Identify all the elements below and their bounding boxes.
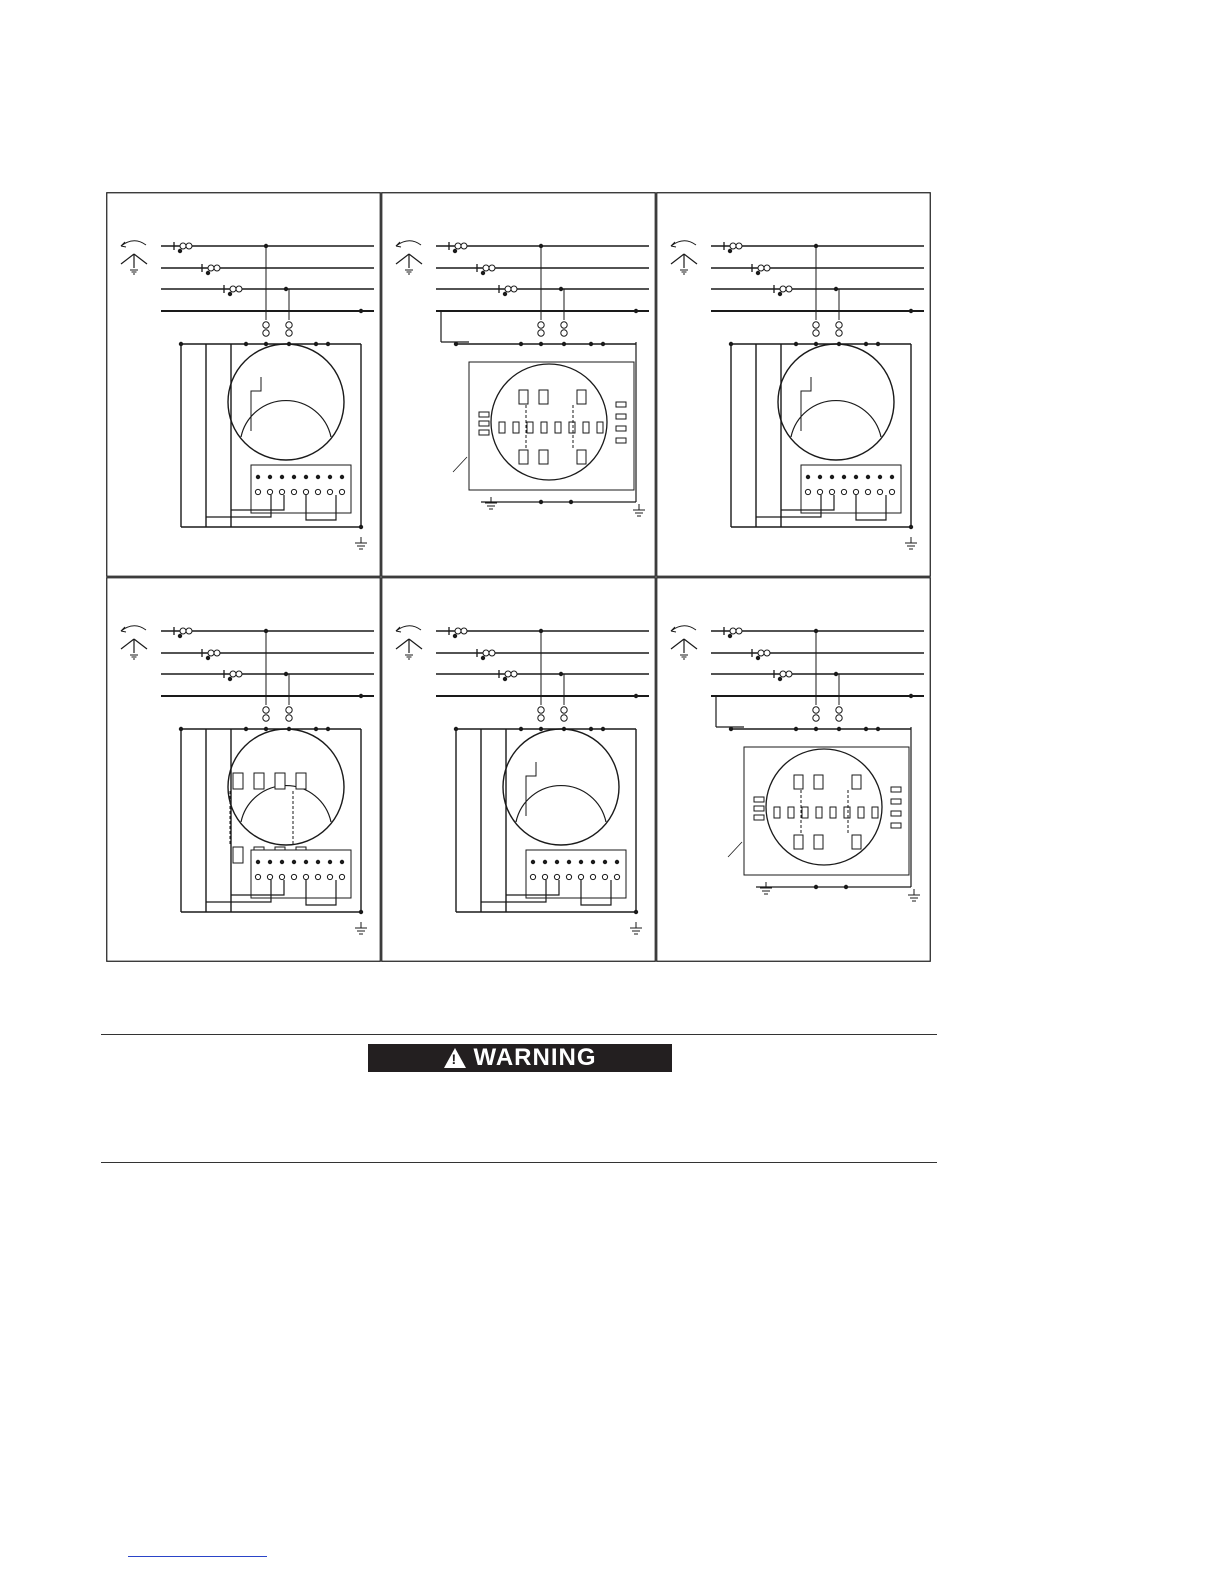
voltage-transformer-icon [260,322,269,336]
phase-rotation-icon [121,626,147,659]
voltage-transformer-icon [833,322,842,336]
current-transformer-icon [505,671,517,677]
voltage-transformer-icon [810,707,819,721]
current-transformer-icon [730,243,742,249]
panel-frame [107,193,381,577]
warning-banner [368,1044,672,1072]
diagram-switchboard [396,241,649,516]
diagram-socket [396,626,649,934]
phase-rotation-icon [396,241,422,274]
current-transformer-icon [483,265,495,271]
current-transformer-icon [730,628,742,634]
wiring-diagram-panel-1 [106,192,381,577]
current-transformer-icon [180,243,192,249]
ground-icon [633,504,645,516]
voltage-transformer-icon [810,322,819,336]
ground-icon [908,889,920,901]
wiring-diagram-panel-6 [656,577,931,962]
diagram-socket [121,241,374,549]
current-transformer-icon [758,650,770,656]
current-transformer-icon [230,286,242,292]
voltage-transformer-icon [535,322,544,336]
voltage-transformer-icon [833,707,842,721]
warning-label: WARNING [473,1044,597,1071]
ground-icon [485,497,497,509]
diagram-socket [671,241,924,549]
diagram-socket-elements [121,626,374,934]
current-transformer-icon [208,650,220,656]
current-transformer-icon [455,243,467,249]
current-transformer-icon [780,671,792,677]
wiring-diagram-panel-3 [656,192,931,577]
warning-top-rule [101,1034,937,1035]
ground-icon [760,882,772,894]
phase-rotation-icon [396,626,422,659]
phase-rotation-icon [671,241,697,274]
current-transformer-icon [505,286,517,292]
current-transformer-icon [208,265,220,271]
current-transformer-icon [230,671,242,677]
ground-icon [905,537,917,549]
wiring-diagram-grid [106,192,931,962]
panel-frame [107,578,381,962]
current-transformer-icon [758,265,770,271]
phase-rotation-icon [671,626,697,659]
current-transformer-icon [455,628,467,634]
meter-socket-ring [228,344,344,460]
current-transformer-icon [780,286,792,292]
voltage-transformer-icon [283,322,292,336]
ground-icon [355,537,367,549]
panel-frame [657,193,931,577]
meter-socket-ring [503,729,619,845]
diagram-switchboard [671,626,924,901]
meter-socket-ring [228,729,344,845]
warning-triangle-icon: ! [444,1048,466,1068]
warning-bottom-rule [101,1162,937,1163]
footer-link-underline [128,1556,267,1557]
wiring-diagram-panel-2 [381,192,656,577]
current-transformer-icon [483,650,495,656]
current-transformer-icon [180,628,192,634]
voltage-transformer-icon [535,707,544,721]
voltage-transformer-icon [283,707,292,721]
panel-frame [382,578,656,962]
voltage-transformer-icon [558,322,567,336]
voltage-transformer-icon [558,707,567,721]
wiring-diagram-panel-5 [381,577,656,962]
phase-rotation-icon [121,241,147,274]
voltage-transformer-icon [260,707,269,721]
ground-icon [630,922,642,934]
ground-icon [355,922,367,934]
wiring-diagram-panel-4 [106,577,381,962]
meter-socket-ring [778,344,894,460]
